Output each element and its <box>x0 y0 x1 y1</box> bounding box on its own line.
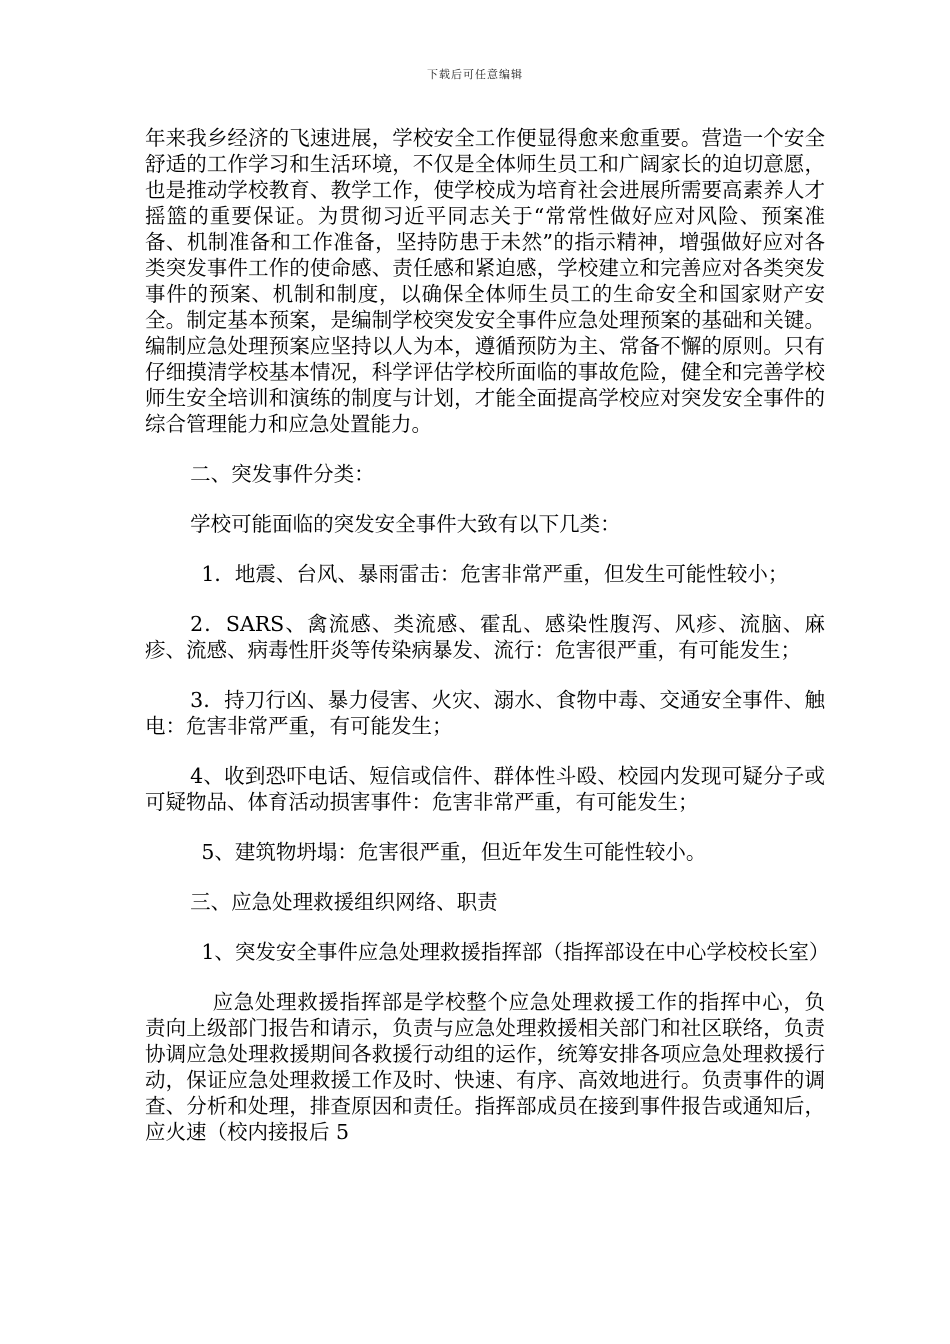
document-body <box>145 125 830 1145</box>
subsection-heading-1: 1、突发安全事件应急处理救援指挥部（指挥部设在中心学校校长室） <box>201 940 830 964</box>
list-item-5: 5、建筑物坍塌：危害很严重，但近年发生可能性较小。 <box>201 840 707 864</box>
list-item-1: 1．地震、台风、暴雨雷击：危害非常严重，但发生可能性较小； <box>201 562 789 586</box>
list-item-4: 4、收到恐吓电话、短信或信件、群体性斗殴、校园内发现可疑分子或可疑物品、体育活动损害事件：危害非常严重，有可能发生； <box>145 764 825 814</box>
section-heading-3: 三、应急处理救援组织网络、职责 <box>190 890 498 914</box>
section-heading-2: 二、突发事件分类： <box>190 462 375 486</box>
paragraph-command-center: 应急处理救援指挥部是学校整个应急处理救援工作的指挥中心，负责向上级部门报告和请示，负责与应急处理救援相关部门和社区联络，负责协调应急处理救援期间各救援行动组的运作，统筹安排各项应急处理救援行动，保证应急处理救援工作及时、快速、有序、高效地进行。负责事件的调查、分析和处理，排查原因和责任。指挥部成员在接到事件报告或通知后，应火速（校内接报后 5 <box>145 990 825 1144</box>
list-item-2: 2．SARS、禽流感、类流感、霍乱、感染性腹泻、风疹、流脑、麻疹、流感、病毒性肝炎等传染病暴发、流行：危害很严重，有可能发生； <box>145 612 825 662</box>
paragraph-intro: 年来我乡经济的飞速进展，学校安全工作便显得愈来愈重要。营造一个安全舒适的工作学习和生活环境，不仅是全体师生员工和广阔家长的迫切意愿，也是推动学校教育、教学工作，使学校成为培育社会进展所需要高素养人才摇篮的重要保证。为贯彻习近平同志关于“常常性做好应对风险、预案准备、机制准备和工作准备，坚持防患于未然”的指示精神，增强做好应对各类突发事件工作的使命感、责任感和紧迫感，学校建立和完善应对各类突发事件的预案、机制和制度，以确保全体师生员工的生命安全和国家财产安全。制定基本预案，是编制学校突发安全事件应急处理预案的基础和关键。编制应急处理预案应坚持以人为本，遵循预防为主、常备不懈的原则。只有仔细摸清学校基本情况，科学评估学校所面临的事故危险，健全和完善学校师生安全培训和演练的制度与计划，才能全面提高学校应对突发安全事件的综合管理能力和应急处置能力。 <box>145 126 825 436</box>
list-item-3: 3．持刀行凶、暴力侵害、火灾、溺水、食物中毒、交通安全事件、触电：危害非常严重，有可能发生； <box>145 688 825 738</box>
page-header-note: 下载后可任意编辑 <box>427 68 523 81</box>
paragraph-categories-intro: 学校可能面临的突发安全事件大致有以下几类： <box>190 512 621 536</box>
